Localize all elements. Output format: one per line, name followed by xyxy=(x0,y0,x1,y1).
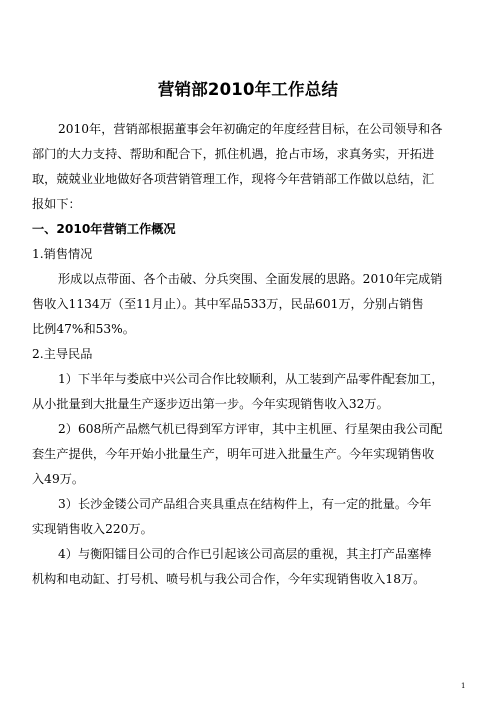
intro-paragraph xyxy=(32,117,465,217)
sales-line: 售收入1134万（至11月止）。其中军品533万，民品601万，分别占销售 xyxy=(32,297,424,311)
sales-line: 形成以点带面、各个击破、分兵突围、全面发展的思路。2010年完成销 xyxy=(58,272,443,286)
item-1-paragraph xyxy=(32,367,465,417)
item-4-line: 机构和电动缸、打号机、喷号机与我公司合作，今年实现销售收入18万。 xyxy=(32,572,426,586)
intro-line: 2010年，营销部根据董事会年初确定的年度经营目标，在公司领导和各 xyxy=(58,122,443,136)
item-2-line: 2）608所产品燃气机已得到军方评审，其中主机匣、行星架由我公司配 xyxy=(58,422,443,436)
subsection-heading-sales: 1.销售情况 xyxy=(32,247,93,261)
page-number: 1 xyxy=(461,682,466,690)
item-2-line: 套生产提供，今年开始小批量生产，明年可进入批量生产。今年实现销售收 xyxy=(32,447,435,461)
item-4-paragraph xyxy=(32,542,465,592)
item-3-paragraph xyxy=(32,492,465,542)
item-2-line: 入49万。 xyxy=(32,472,85,486)
item-4-line: 4）与衡阳镭目公司的合作已引起该公司高层的重视，其主打产品塞棒 xyxy=(58,547,432,561)
intro-line: 取，兢兢业业地做好各项营销管理工作，现将今年营销部工作做以总结，汇 xyxy=(32,172,435,186)
document-title: 营销部2010年工作总结 xyxy=(157,80,339,99)
intro-line: 报如下： xyxy=(32,197,81,211)
sales-line: 比例47%和53%。 xyxy=(32,322,135,336)
item-1-line: 从小批量到大批量生产逐步迈出第一步。今年实现销售收入32万。 xyxy=(32,397,389,411)
item-3-line: 3）长沙金镂公司产品组合夹具重点在结构件上，有一定的批量。今年 xyxy=(58,497,432,511)
item-1-line: 1）下半年与娄底中兴公司合作比较顺利，从工装到产品零件配套加工， xyxy=(58,372,444,386)
item-2-paragraph xyxy=(32,417,465,492)
intro-line: 部门的大力支持、帮助和配合下，抓住机遇，抢占市场，求真务实，开拓进 xyxy=(32,147,435,161)
section-heading: 一、2010年营销工作概况 xyxy=(32,222,176,236)
sales-paragraph xyxy=(32,267,465,342)
subsection-heading-products: 2.主导民品 xyxy=(32,347,93,361)
item-3-line: 实现销售收入220万。 xyxy=(32,522,153,536)
